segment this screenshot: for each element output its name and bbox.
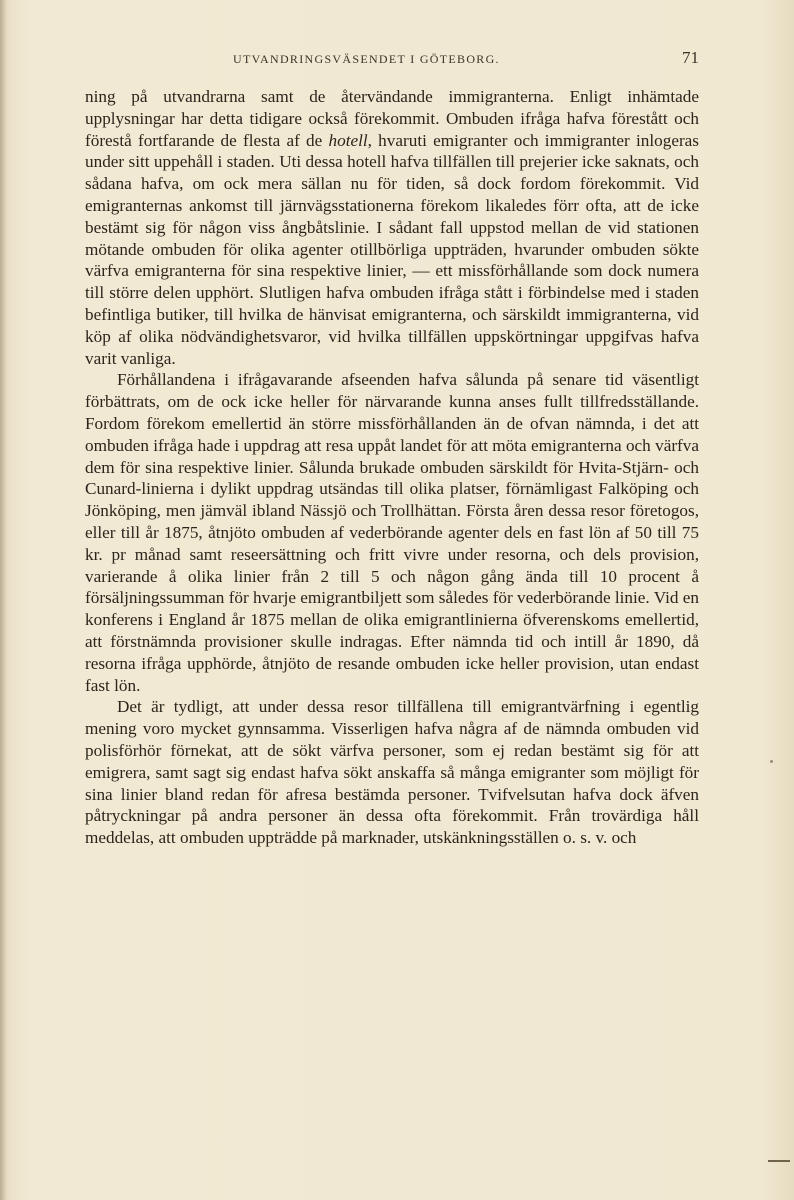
page-number: 71 [682, 48, 699, 67]
paragraph [85, 86, 699, 369]
running-head: UTVANDRINGSVÄSENDET I GÖTEBORG. [233, 52, 500, 66]
body-text [85, 86, 699, 849]
margin-dot-mark [770, 760, 773, 763]
paragraph-text: , hvaruti emigranter och immigranter inlogeras under sitt uppehåll i staden. Uti dessa hotell hafva tillfällen till prejerier icke saknats, och sådana hafva, om ock mera sällan nu för tiden, så dock fordom förekommit. Vid emigranternas ankomst till järnvägsstationerna förekom likaledes förr ofta, att de icke bestämt sig för någon viss ångbåtslinie. I sådant fall uppstod mellan de vid stationen mötande ombuden för olika agenter otillbörliga uppträden, hvarunder ombuden sökte värfva emigranterna för sina respektive linier, — ett missförhållande som dock numera till större delen upphört. Slutligen hafva ombuden ifråga stått i förbindelse med i staden befintliga butiker, till hvilka de hänvisat emigranterna, och särskildt immigranterna, vid köp af olika nödvändighetsvaror, vid hvilka tillfällen uppskörtningar uppgifvas hafva varit vanliga. [85, 130, 699, 368]
paragraph: Förhållandena i ifrågavarande afseenden hafva sålunda på senare tid väsentligt förbättrats, om de ock icke heller för närvarande kunna anses fullt tillfredsställande. Fordom förekom emellertid än större missförhållanden än de ofvan nämnda, i det att ombuden ifråga hade i uppdrag att resa uppåt landet för att möta emigranterna och värfva dem för sina respektive linier. Sålunda brukade ombuden särskildt för Hvita-Stjärn- och Cunard-linierna i dylikt uppdrag utsändas till olika platser, förnämligast Falköping och Jönköping, men jämväl ibland Nässjö och Trollhättan. Första åren dessa resor företogos, eller till år 1875, åtnjöto ombuden af vederbörande agenter dels en fast lön af 50 till 75 kr. pr månad samt reseersättning och fritt vivre under resorna, och dels provision, varierande å olika linier från 2 till 5 och någon gång ända till 10 procent å försäljningssumman för hvarje emigrantbiljett som således för vederbörande linie. Vid en konferens i England år 1875 mellan de olika emigrantlinierna öfverenskoms emellertid, att förstnämnda provisioner skulle indragas. Efter nämnda tid och intill år 1890, då resorna ifråga upphörde, åtnjöto de resande ombuden icke heller provision, utan endast fast lön. [85, 370, 699, 695]
paragraph-text: ning på utvandrarna samt de återvändande immigranterna. Enligt inhämtade upplysningar har detta tidigare också förekommit. Ombuden ifråga hafva förestått och förestå fortfarande de flesta af de [85, 87, 699, 150]
page-header [85, 48, 699, 70]
binding-edge [0, 0, 6, 1200]
paragraph: Det är tydligt, att under dessa resor tillfällena till emigrantvärfning i egentlig mening voro mycket gynnsamma. Visserligen hafva några af de nämnda ombuden vid polisförhör förnekat, att de sökt värfva personer, som ej redan bestämt sig för att emigrera, samt sagt sig endast hafva sökt anskaffa så många emigranter som möjligt för sina linier bland redan för afresa bestämda personer. Tvifvelsutan hafva dock äfven påtryckningar på andra personer än dessa ofta förekommit. Från trovärdiga håll meddelas, att ombuden uppträdde på marknader, utskänkningsställen o. s. v. och [85, 697, 699, 848]
margin-tick-mark [768, 1160, 790, 1162]
emphasized-word: hotell [328, 130, 368, 150]
